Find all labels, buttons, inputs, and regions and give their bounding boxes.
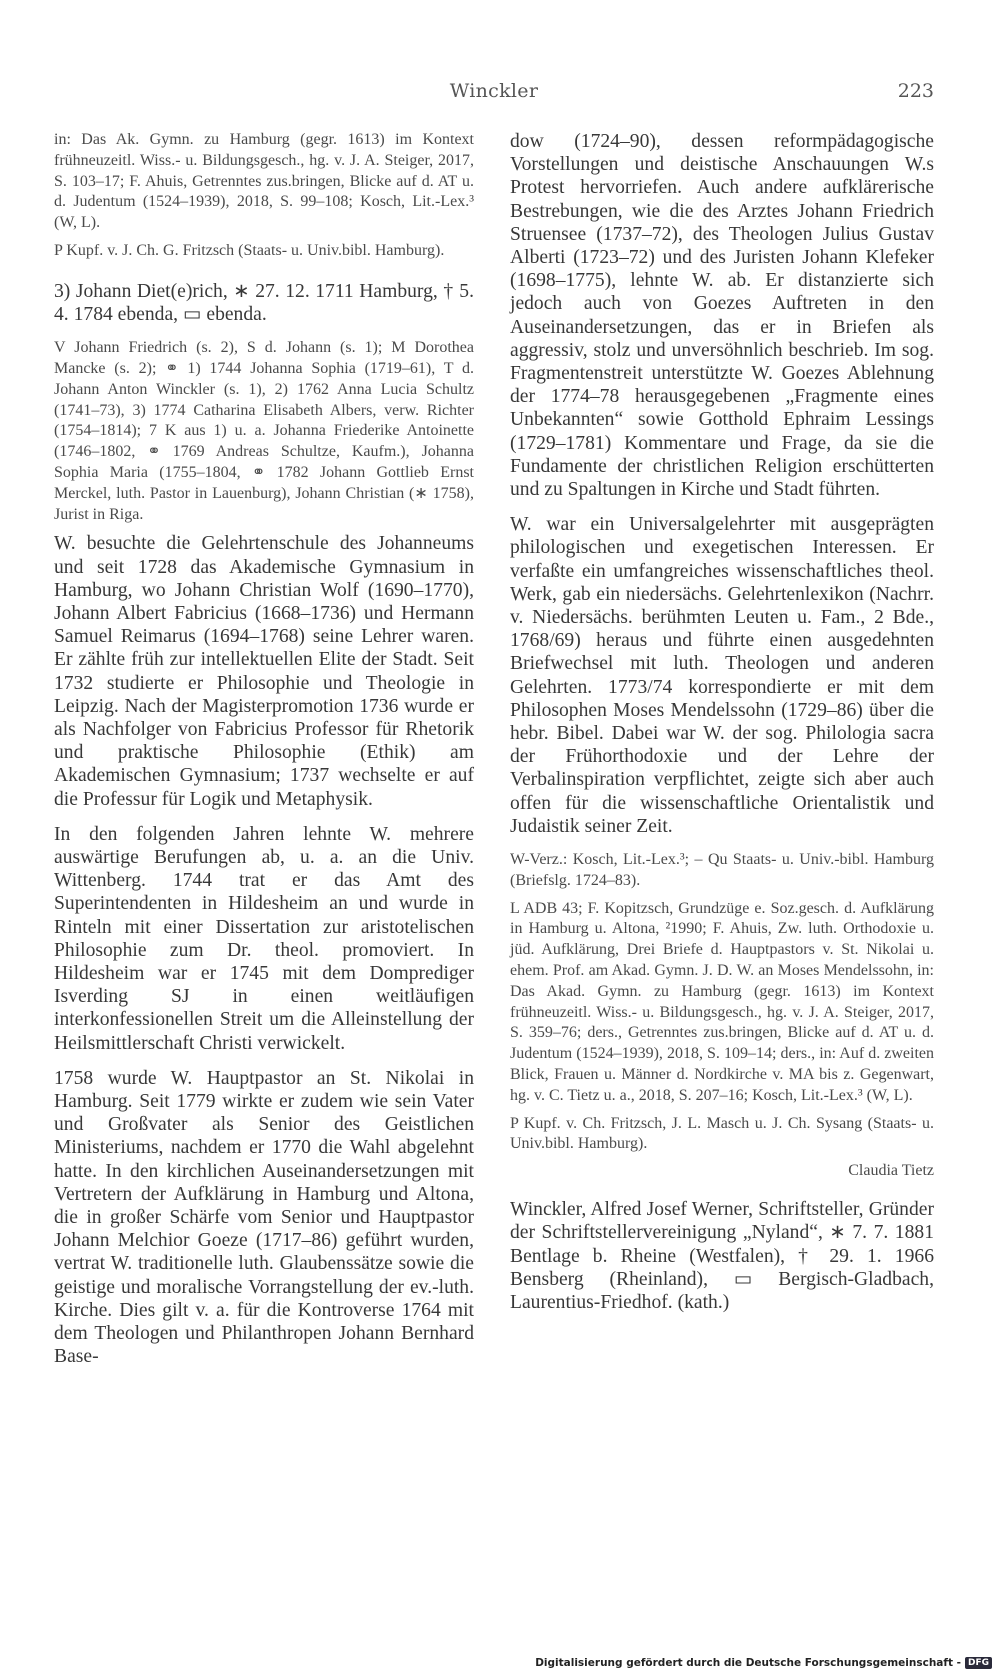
body-paragraph: W. war ein Universalgelehrter mit ausgeprägten philologischen und exegetischen Interessen. Er verfaßte ein umfangreiches wissenschaftliches theol. Werk, gab ein niedersächs. Gelehrtenlexikon (Nachrr. v. Niedersächs. berühmten Leuten u. Fam., 2 Bde., 1768/69) heraus und führte einen ausgedehnten Briefwechsel mit luth. Theologen und anderen Gelehrten. 1773/74 korrespondierte er mit dem Philosophen Moses Mendelssohn (1729–86) über die hebr. Bibel. Dabei war W. der sog. Philologia sacra der Frühorthodoxie und der Lehre der Verbalinspiration verpflichtet, zeigte sich aber auch offen für die wissenschaftliche Orientalistik und Judaistik seiner Zeit.	[510, 514, 934, 837]
body-paragraph: 1758 wurde W. Hauptpastor an St. Nikolai in Hamburg. Seit 1779 wirkte er zudem wie sein Vater und Großvater als Senior des Geistlichen Ministeriums, nachdem er 1770 die Wahl abgelehnt hatte. In den kirchlichen Auseinandersetzungen mit Vertretern der Aufklärung in Hamburg und Altona, die in großer Schärfe vom Senior und Hauptpastor Johann Melchior Goeze (1717–86) geführt wurden, vertrat W. traditionelle luth. Glaubenssätze sowie die geistige und moralische Vorrangstellung der ev.-luth. Kirche. Dies gilt v. a. für die Kontroverse 1764 mit dem Theologen und Philanthropen Johann Bernhard Base-	[54, 1067, 474, 1368]
running-title: Winckler	[449, 80, 539, 102]
bibliography-continuation: in: Das Ak. Gymn. zu Hamburg (gegr. 1613) im Kontext frühneuzeitl. Wiss.- u. Bildungsgesch., hg. v. J. A. Steiger, 2017, S. 103–17; F. Ahuis, Getrenntes zus.bringen, Blicke auf d. AT u. d. Judentum (1524–1939), 2018, S. 99–108; Kosch, Lit.-Lex.³ (W, L).	[54, 131, 474, 232]
body-paragraph: dow (1724–90), dessen reformpädagogische Vorstellungen und deistische Anschauungen W.s Protest hervorriefen. Auch andere aufklärerische Bestrebungen, wie die des Arztes Johann Friedrich Struensee (1737–72), des Theologen Julius Gustav Alberti (1723–72) und des Juristen Johann Klefeker (1698–1775), lehnte W. ab. Er distanzierte sich jedoch auch von Goezes Auftreten in den Auseinandersetzungen, das er in Briefen als aggressiv, stolz und unversöhnlich beschrieb. Im sog. Fragmentenstreit unterstützte W. Goezes Ablehnung der 1774–78 herausgegebenen „Fragmente eines Unbekannten“ sowie Gotthold Ephraim Lessings (1729–1781) Kommentare und Frage, da sie die Fundamente der christlichen Religion erschütterten und zu Spaltungen in Kirche und Stadt führten.	[510, 131, 934, 501]
dfg-logo-icon: DFG	[965, 1657, 992, 1669]
page-number: 223	[897, 80, 934, 102]
body-paragraph: W. besuchte die Gelehrtenschule des Johanneums und seit 1728 das Akademische Gymnasium in Hamburg, wo Johann Christian Wolf (1690–1770), Johann Albert Fabricius (1668–1736) und Hermann Samuel Reimarus (1694–1768) seine Lehrer waren. Er zählte früh zur intellektuellen Elite der Stadt. Seit 1732 studierte er Philosophie und Theologie in Leipzig. Nach der Magisterpromotion 1736 wurde er als Nachfolger von Fabricius Professor für Rhetorik und praktische Philosophie (Ethik) am Akademischen Gymnasium; 1737 wechselte er auf die Professur für Logik und Metaphysik.	[54, 533, 474, 810]
entry-heading-alfred-josef-werner: Winckler, Alfred Josef Werner, Schriftsteller, Gründer der Schriftstellervereinigung „Nyland“, ∗ 7. 7. 1881 Bentlage b. Rheine (Westfalen), † 29. 1. 1966 Bensberg (Rheinland), ▭ Bergisch-Gladbach, Laurentius-Friedhof. (kath.)	[510, 1199, 934, 1314]
body-paragraph: In den folgenden Jahren lehnte W. mehrere auswärtige Berufungen ab, u. a. an die Univ. Wittenberg. 1744 trat er das Amt des Superintendenten in Hildesheim an und wurde in Rinteln mit einer Dissertation zur aristotelischen Philosophie zum Dr. theol. promoviert. In Hildesheim war er 1745 mit dem Domprediger Isverding SJ in einen weitläufigen interkonfessionellen Streit um die Alleinstellung der Heilsmittlerschaft Christi verwickelt.	[54, 823, 474, 1054]
genealogy-paragraph: V Johann Friedrich (s. 2), S d. Johann (s. 1); M Dorothea Mancke (s. 2); ⚭ 1) 1744 Johanna Sophia (1719–61), T d. Johann Anton Winckler (s. 1), 2) 1762 Anna Lucia Schultz (1741–73), 3) 1774 Catharina Elisabeth Albers, verw. Richter (1754–1814); 7 K aus 1) u. a. Johanna Friederike Antoinette (1746–1802, ⚭ 1769 Andreas Schultze, Kaufm.), Johanna Sophia Maria (1755–1804, ⚭ 1782 Johann Gottlieb Ernst Merckel, luth. Pastor in Lauenburg), Johann Christian (∗ 1758), Jurist in Riga.	[54, 339, 474, 523]
author-signature: Claudia Tietz	[848, 1162, 934, 1180]
footer-text: Digitalisierung gefördert durch die Deutsche Forschungsgemeinschaft -	[535, 1657, 961, 1669]
literature-note: L ADB 43; F. Kopitzsch, Grundzüge e. Soz.gesch. d. Aufklärung in Hamburg u. Altona, ²1990; F. Ahuis, Zw. luth. Orthodoxie u. jüd. Aufklärung, Drei Briefe d. Hauptpastors v. St. Nikolai u. ehem. Prof. am Akad. Gymn. J. D. W. an Moses Mendelssohn, in: Das Akad. Gymn. zu Hamburg (gegr. 1613) im Kontext frühneuzeitl. Wiss.- u. Bildungsgesch., hg. v. J. A. Steiger, 2017, S. 359–76; ders., Getrenntes zus.bringen, Blicke auf d. AT u. d. Judentum (1524–1939), 2018, S. 109–14; ders., in: Auf d. zweiten Blick, Frauen u. Männer d. Nordkirche v. MA bis z. Gegenwart, hg. v. C. Tietz u. a., 2018, S. 207–16; Kosch, Lit.-Lex.³ (W, L).	[510, 899, 934, 1104]
left-column	[54, 130, 474, 1380]
entry-heading-johann-dietrich: 3) Johann Diet(e)rich, ∗ 27. 12. 1711 Hamburg, † 5. 4. 1784 ebenda, ▭ ebenda.	[54, 280, 474, 325]
right-column	[510, 130, 934, 1326]
footer	[535, 1657, 992, 1669]
portrait-note: P Kupf. v. Ch. Fritzsch, J. L. Masch u. J. Ch. Sysang (Staats- u. Univ.bibl. Hamburg).	[510, 1114, 934, 1153]
works-note: W-Verz.: Kosch, Lit.-Lex.³; – Qu Staats- u. Univ.-bibl. Hamburg (Briefslg. 1724–83).	[510, 851, 934, 889]
page-header	[54, 80, 934, 108]
portrait-note: P Kupf. v. J. Ch. G. Fritzsch (Staats- u. Univ.bibl. Hamburg).	[54, 241, 445, 259]
